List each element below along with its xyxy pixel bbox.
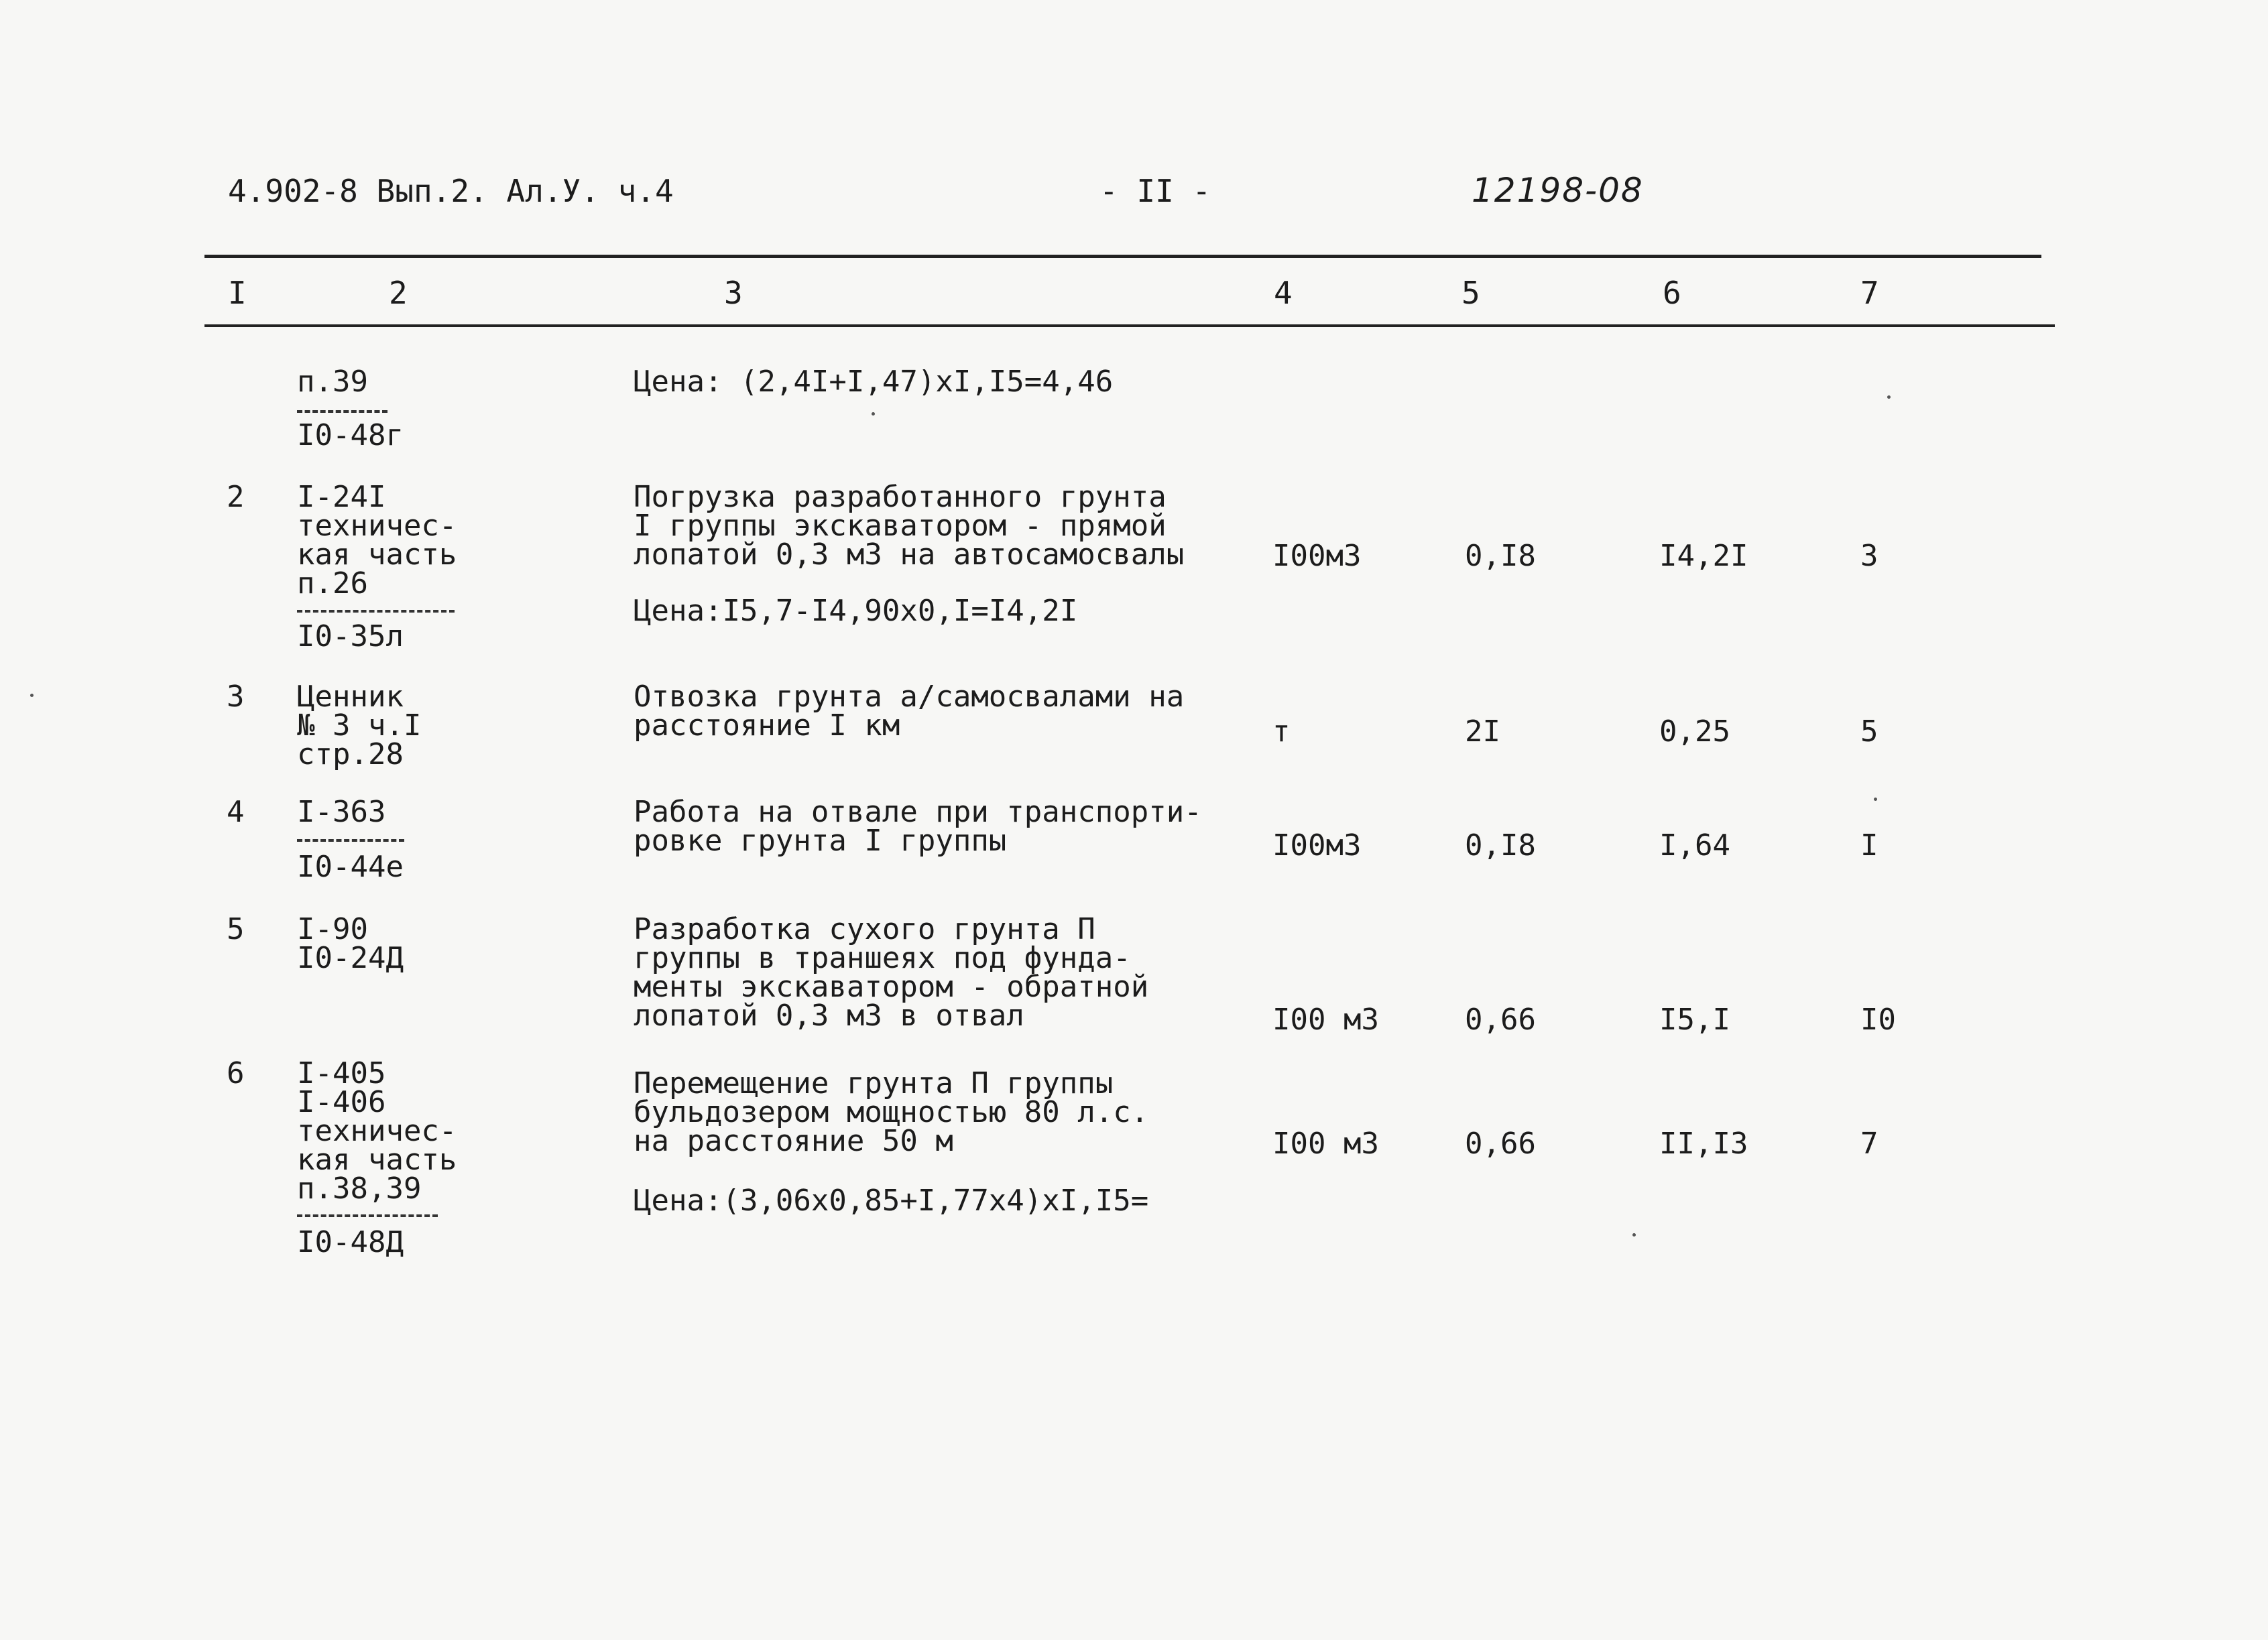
fraction-line — [297, 1214, 438, 1217]
row-quantity: 2I — [1465, 714, 1500, 749]
fraction-line — [297, 410, 387, 413]
row-reference: техничес- — [297, 1114, 457, 1148]
row-reference: I-406 — [297, 1085, 386, 1119]
row-total: 3 — [1860, 539, 1878, 573]
row-reference: I0-24Д — [297, 941, 404, 975]
row-reference: Ценник — [297, 680, 404, 714]
row-description: Перемещение грунта П группы — [634, 1066, 1114, 1100]
row-reference: кая часть — [297, 538, 457, 572]
row-number: 3 — [227, 680, 245, 714]
row-reference: п.39 — [297, 365, 368, 399]
row-description: Работа на отвале при транспорти- — [634, 795, 1202, 829]
row-price: I4,2I — [1659, 539, 1748, 573]
row-description: Разработка сухого грунта П — [634, 912, 1095, 946]
row-total: 5 — [1860, 714, 1878, 749]
column-number-2: 2 — [389, 275, 408, 311]
column-number-4: 4 — [1274, 275, 1293, 311]
row-description: лопатой 0,3 м3 в отвал — [634, 999, 1024, 1033]
row-description: I группы экскаватором - прямой — [634, 509, 1167, 543]
row-description: лопатой 0,3 м3 на автосамосвалы — [634, 538, 1185, 572]
row-price: II,I3 — [1659, 1127, 1748, 1161]
column-number-7: 7 — [1860, 275, 1879, 311]
row-number: 4 — [227, 795, 245, 829]
row-quantity: 0,I8 — [1465, 539, 1536, 573]
row-reference: I-363 — [297, 795, 386, 829]
row-number: 2 — [227, 480, 245, 514]
table-top-rule — [204, 255, 2041, 258]
row-price: I,64 — [1659, 828, 1730, 863]
document-reference: 4.902-8 Вып.2. Ал.У. ч.4 — [228, 173, 674, 209]
row-reference: п.26 — [297, 566, 368, 601]
row-reference: кая часть — [297, 1143, 457, 1177]
row-reference-bottom: I0-44е — [297, 850, 404, 884]
row-description: на расстояние 50 м — [634, 1124, 953, 1158]
row-reference: п.38,39 — [297, 1172, 422, 1206]
row-number: 5 — [227, 912, 245, 946]
row-reference-bottom: I0-35л — [297, 619, 404, 653]
row-price-formula: Цена: (2,4I+I,47)хI,I5=4,46 — [634, 365, 1114, 399]
row-total: I0 — [1860, 1003, 1896, 1037]
row-description: Отвозка грунта а/самосвалами на — [634, 680, 1185, 714]
row-description: Погрузка разработанного грунта — [634, 480, 1167, 514]
row-quantity: 0,66 — [1465, 1003, 1536, 1037]
column-number-5: 5 — [1461, 275, 1480, 311]
row-reference: стр.28 — [297, 737, 404, 771]
row-price: I5,I — [1659, 1003, 1730, 1037]
handwritten-code: 12198-08 — [1472, 171, 1644, 210]
row-unit: т — [1272, 714, 1291, 749]
fraction-line — [297, 839, 404, 842]
column-number-1: I — [228, 275, 247, 311]
column-number-3: 3 — [724, 275, 743, 311]
scan-speck — [1874, 798, 1877, 801]
row-reference-bottom: I0-48Д — [297, 1225, 404, 1259]
row-reference-bottom: I0-48г — [297, 418, 404, 452]
table-header-rule — [204, 324, 2055, 327]
row-quantity: 0,66 — [1465, 1127, 1536, 1161]
row-description: ровке грунта I группы — [634, 824, 1007, 858]
row-unit: I00 м3 — [1272, 1003, 1379, 1037]
page-number: - II - — [1099, 173, 1211, 209]
scan-speck — [872, 412, 875, 416]
scan-speck — [1887, 395, 1891, 399]
row-total: 7 — [1860, 1127, 1878, 1161]
row-reference: № 3 ч.I — [297, 708, 422, 743]
row-unit: I00 м3 — [1272, 1127, 1379, 1161]
row-reference: I-90 — [297, 912, 368, 946]
row-description: бульдозером мощностью 80 л.с. — [634, 1095, 1149, 1129]
row-reference: техничес- — [297, 509, 457, 543]
column-number-6: 6 — [1663, 275, 1681, 311]
row-description: менты экскаватором - обратной — [634, 970, 1149, 1004]
row-total: I — [1860, 828, 1878, 863]
row-price: 0,25 — [1659, 714, 1730, 749]
fraction-line — [297, 610, 455, 613]
row-reference: I-24I — [297, 480, 386, 514]
row-unit: I00м3 — [1272, 828, 1362, 863]
row-price-formula: Цена:(3,06х0,85+I,77х4)хI,I5= — [634, 1184, 1149, 1218]
row-reference: I-405 — [297, 1056, 386, 1090]
row-description: расстояние I км — [634, 708, 900, 743]
row-price-formula: Цена:I5,7-I4,90х0,I=I4,2I — [634, 594, 1078, 628]
scan-speck — [1632, 1233, 1636, 1237]
scan-speck — [30, 694, 34, 697]
row-description: группы в траншеях под фунда- — [634, 941, 1131, 975]
row-unit: I00м3 — [1272, 539, 1362, 573]
row-quantity: 0,I8 — [1465, 828, 1536, 863]
row-number: 6 — [227, 1056, 245, 1090]
